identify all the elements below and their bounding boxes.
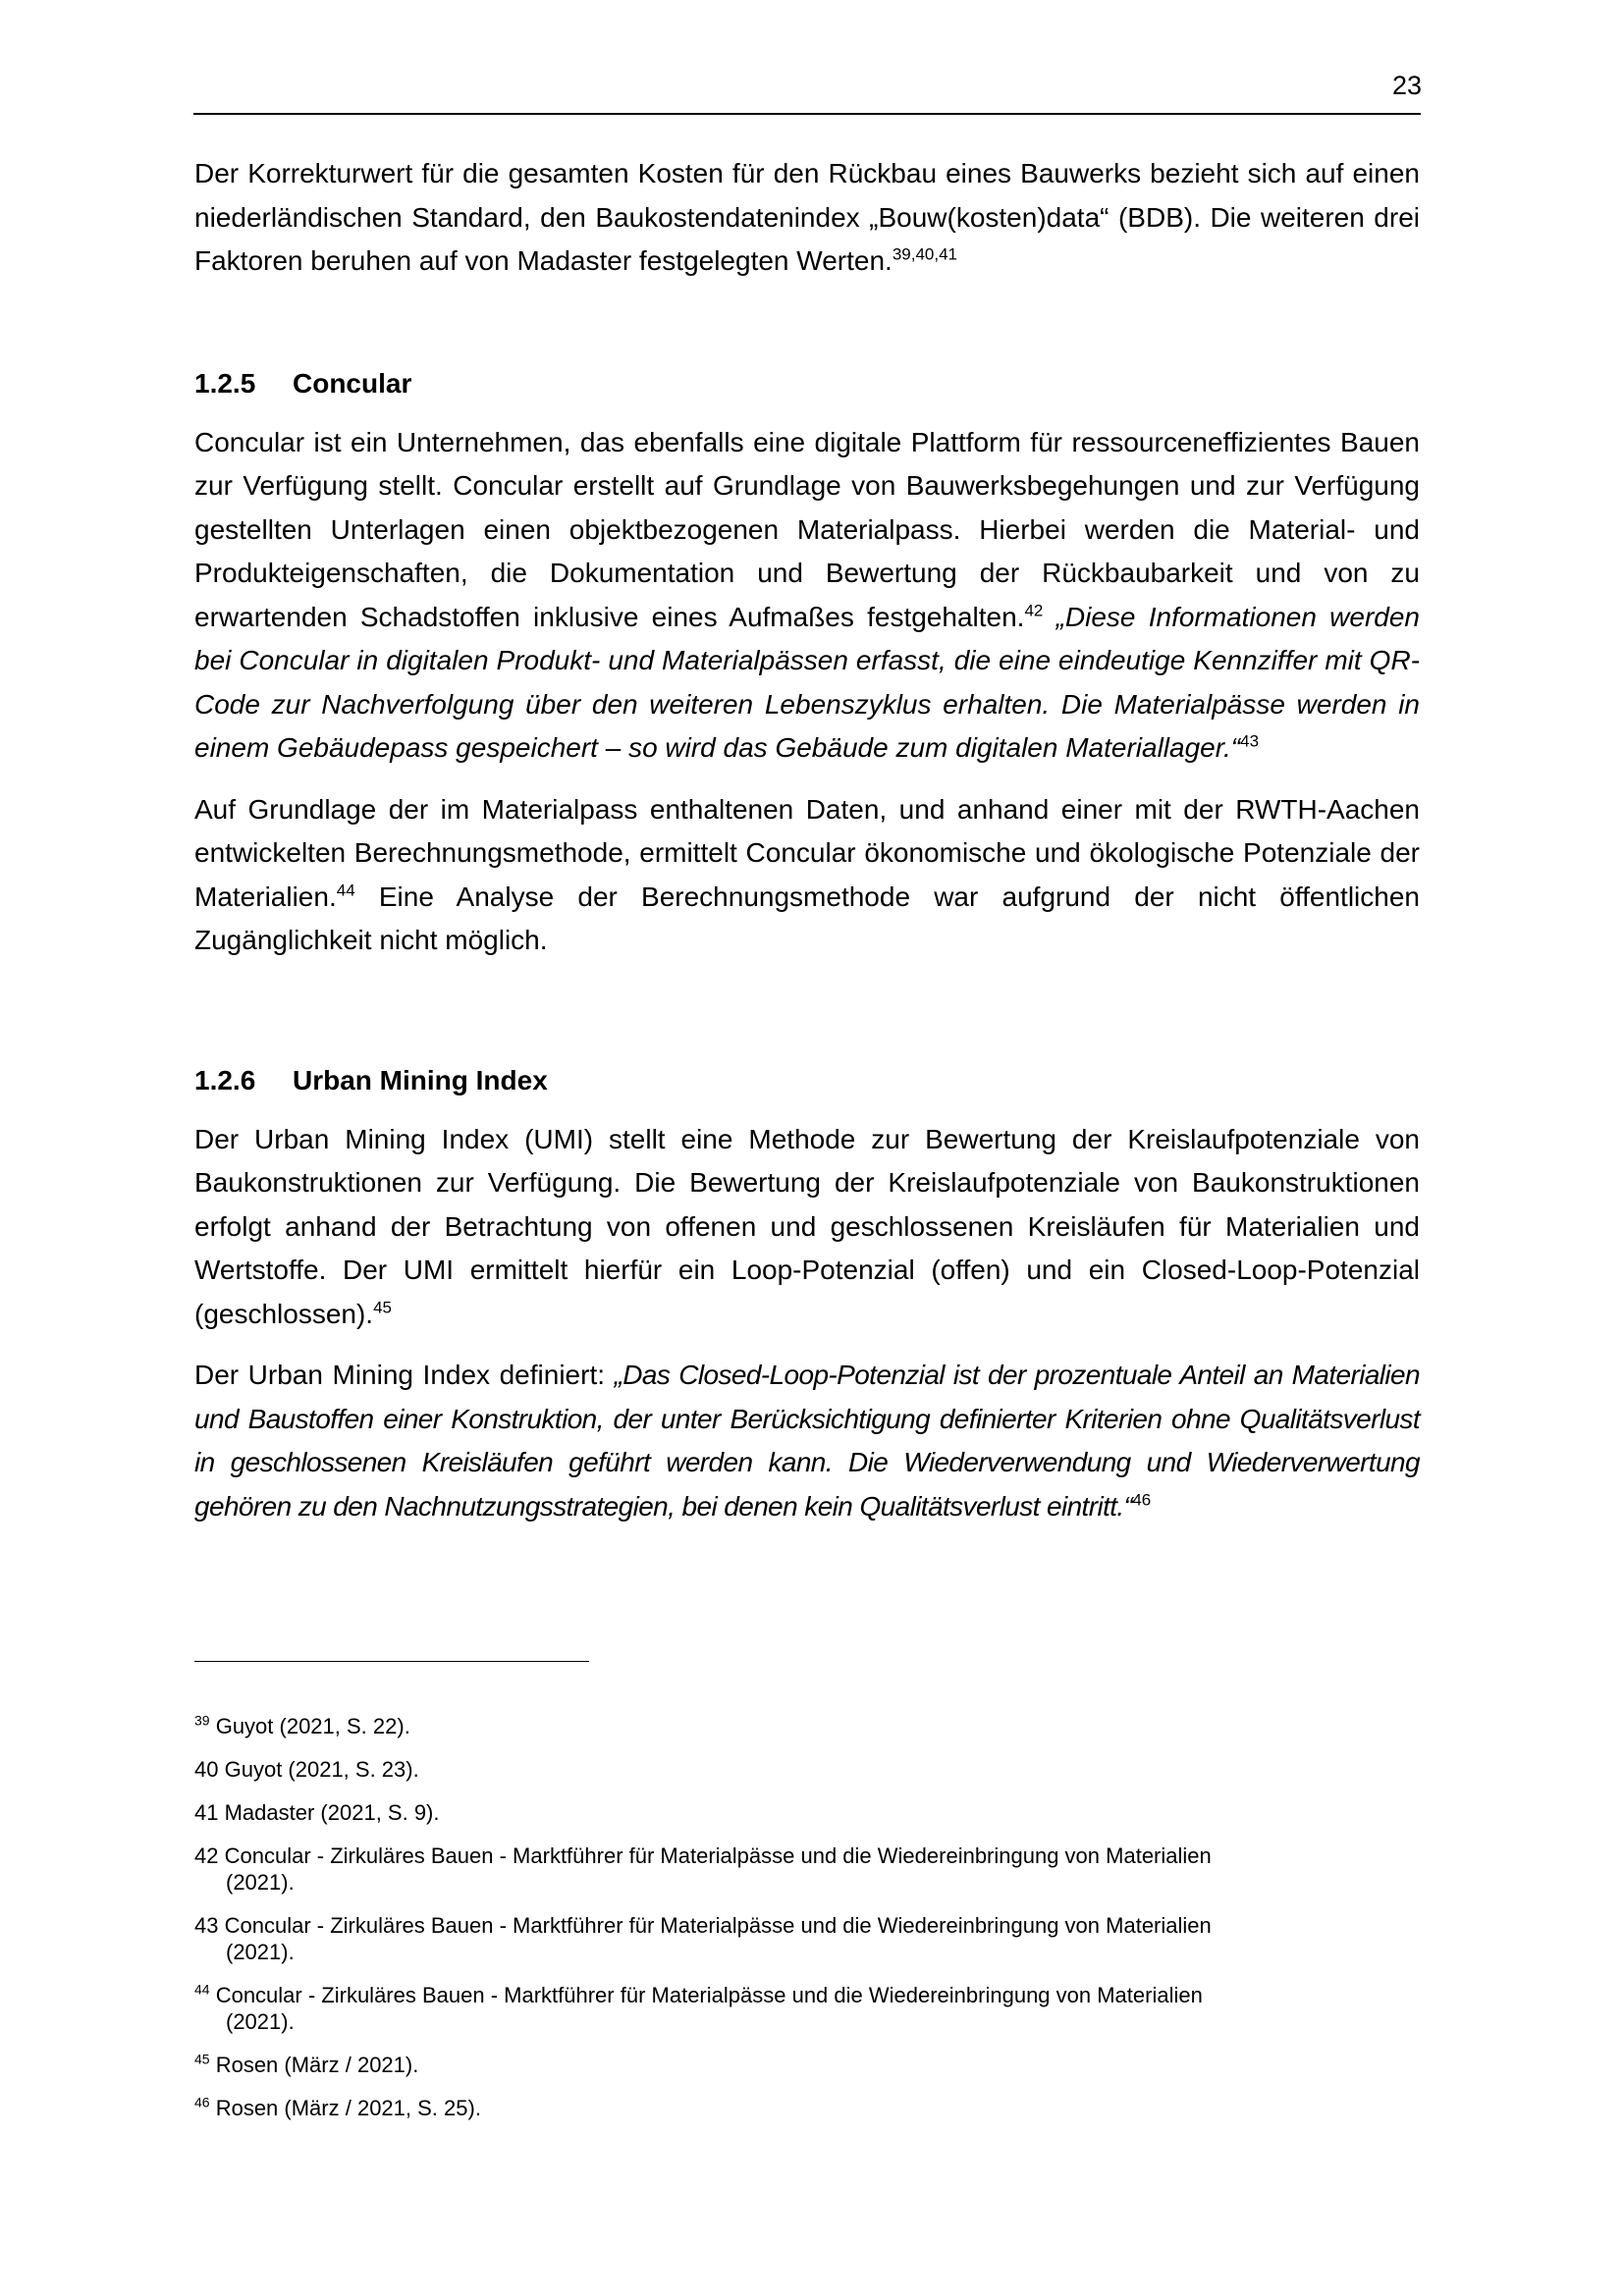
section-number: 1.2.6 [194,1064,256,1095]
footnote [194,1982,1420,2035]
footnote-continuation: (2021). [226,2009,295,2034]
footnote [194,2095,1420,2121]
concular-paragraph-1 [194,421,1420,771]
paragraph-text: Eine Analyse der Berechnungsmethode war aufgrund der nicht öffentlichen Zugänglichkeit nicht möglich. [194,881,1420,955]
intro-paragraph [194,152,1420,284]
paragraph-text: Der Urban Mining Index (UMI) stellt eine Methode zur Bewertung der Kreislaufpotenziale von Baukonstruktionen zur Verfügung. Die Bewertung der Kreislaufpotenziale von Baukonstruktionen erfolgt anhand der Betrachtung von offenen und geschlossenen Kreisläufen für Materialien und Wertstoffe. Der UMI ermittelt hierfür ein Loop-Potenzial (offen) und ein Closed-Loop-Potenzial (geschlossen). [194,1123,1420,1329]
footnote-text: Guyot (2021, S. 23). [224,1757,419,1782]
paragraph-text: Auf Grundlage der im Materialpass enthaltenen Daten, und anhand einer mit der RWTH-Aachen entwickelten Berechnungsmethode, ermittelt Concular ökonomische und ökologische Potenziale der Materialien. [194,793,1420,912]
quote-text: „Diese Informationen werden bei Concular in digitalen Produkt- und Materialpässen erfasst, die eine eindeutige Kennziffer mit QR-Code zur Nachverfolgung über den weiteren Lebenszyklus erhalten. Die Materialpässe werden in einem Gebäudepass gespeichert – so wird das Gebäude zum digitalen Materiallager.“ [194,601,1420,763]
footnote-number: 44 [194,1981,210,1998]
section-heading-1-2-5 [194,362,1420,405]
footnote [194,1842,1420,1896]
footnote-number: 46 [194,2094,210,2110]
section-title: Urban Mining Index [293,1064,548,1095]
footnote-text: Concular - Zirkuläres Bauen - Marktführer für Materialpässe und die Wiedereinbringung von Materialien [224,1843,1212,1868]
footnote [194,1912,1420,1965]
footnote [194,1799,1420,1826]
footnote-number: 41 [194,1800,219,1825]
footnote-continuation: (2021). [226,1940,295,1964]
footnote-separator [194,1661,589,1662]
umi-paragraph-1 [194,1118,1420,1337]
section-number: 1.2.5 [194,367,256,399]
footnote [194,1756,1420,1783]
footnote-ref[interactable]: 39,40,41 [892,244,957,264]
footnote-number: 39 [194,1712,210,1729]
footnote-ref[interactable]: 43 [1240,731,1260,751]
concular-paragraph-2 [194,788,1420,963]
page-number: 23 [1391,71,1422,100]
footnote [194,1713,1420,1739]
footnote-text: Madaster (2021, S. 9). [224,1800,440,1825]
section-title: Concular [293,367,412,399]
quote-text: „Das Closed-Loop-Potenzial ist der prozentuale Anteil an Materialien und Baustoffen einer Konstruktion, der unter Berücksichtigung definierter Kriterien ohne Qualitätsverlust in geschlossenen Kreisläufen geführt werden kann. Die Wiederverwendung und Wiederverwertung gehören zu den Nachnutzungsstrategien, bei denen kein Qualitätsverlust eintritt.“ [194,1360,1420,1522]
footnote-ref[interactable]: 42 [1024,601,1044,620]
footnote-text: Concular - Zirkuläres Bauen - Marktführer für Materialpässe und die Wiedereinbringung von Materialien [215,1983,1203,2007]
footnote-text: Rosen (März / 2021). [215,2053,419,2077]
main-text [194,152,1420,1546]
paragraph-lead: Der Urban Mining Index definiert: [194,1360,615,1390]
footnote-number: 45 [194,2051,210,2067]
footnote-number: 43 [194,1913,219,1938]
footnote-ref[interactable]: 44 [336,881,355,900]
footnote [194,2052,1420,2078]
paragraph-text: Concular ist ein Unternehmen, das ebenfalls eine digitale Plattform für ressourceneffizientes Bauen zur Verfügung stellt. Concular erstellt auf Grundlage von Bauwerksbegehungen und zur Verfügung gestellten Unterlagen einen objektbezogenen Materialpass. Hierbei werden die Material- und Produkteigenschaften, die Dokumentation und Bewertung der Rückbaubarkeit und von zu erwartenden Schadstoffen inklusive eines Aufmaßes festgehalten. [194,426,1420,632]
footnote-text: Guyot (2021, S. 22). [215,1714,410,1738]
footnote-text: Concular - Zirkuläres Bauen - Marktführer für Materialpässe und die Wiedereinbringung von Materialien [224,1913,1212,1938]
footnote-ref[interactable]: 46 [1132,1490,1152,1510]
header-rule [193,113,1421,115]
footnote-number: 42 [194,1843,219,1868]
footnote-number: 40 [194,1757,219,1782]
footnote-continuation: (2021). [226,1870,295,1895]
section-heading-1-2-6 [194,1059,1420,1102]
footnotes [194,1713,1420,2138]
intro-text: Der Korrekturwert für die gesamten Kosten für den Rückbau eines Bauwerks bezieht sich auf einen niederländischen Standard, den Baukostendatenindex „Bouw(kosten)data“ (BDB). Die weiteren drei Faktoren beruhen auf von Madaster festgelegten Werten. [194,158,1420,276]
footnote-ref[interactable]: 45 [373,1298,393,1317]
umi-paragraph-2 [194,1354,1420,1528]
footnote-text: Rosen (März / 2021, S. 25). [215,2096,481,2120]
